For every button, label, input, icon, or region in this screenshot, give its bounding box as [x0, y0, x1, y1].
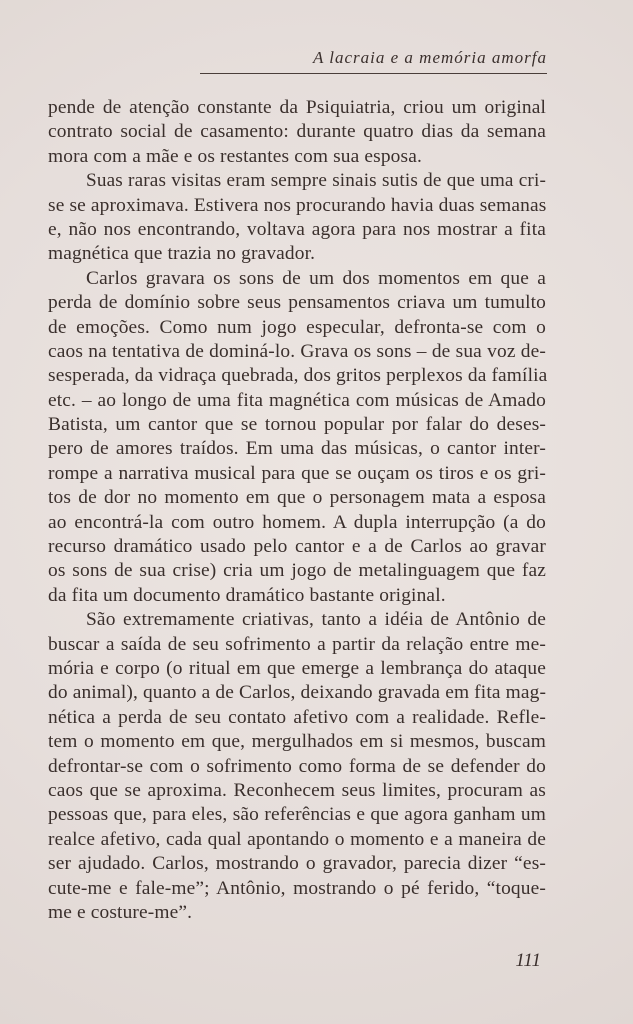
text-line: pero de amores traídos. Em uma das músicas, o cantor inter- [48, 438, 546, 460]
text-line: mora com a mãe e os restantes com sua esposa. [48, 145, 422, 167]
text-line: realce afetivo, cada qual apontando o momento e a maneira de [48, 828, 546, 850]
text-line: pende de atenção constante da Psiquiatria, criou um original [48, 97, 546, 118]
text-line: ao encontrá-la com outro homem. A dupla interrupção (a do [48, 511, 546, 533]
text-line: defrontar-se com o sofrimento como forma de se defender do [48, 755, 546, 777]
text-line: ser ajudado. Carlos, mostrando o gravador, parecia dizer “es- [48, 853, 546, 875]
text-line: e, não nos encontrando, voltava agora para nos mostrar a fita [48, 218, 546, 240]
text-line: Batista, um cantor que se tornou popular por falar do deses- [48, 414, 546, 436]
text-line: Carlos gravara os sons de um dos momentos em que a [86, 267, 546, 289]
header-rule [200, 73, 547, 74]
text-line: pessoas que, para eles, são referências e que agora ganham um [48, 804, 546, 826]
text-line: sesperada, da vidraça quebrada, dos gritos perplexos da família [48, 365, 548, 387]
text-line: mória e corpo (o ritual em que emerge a lembrança do ataque [48, 657, 546, 679]
text-line: da fita um documento dramático bastante original. [48, 584, 446, 606]
text-line: tem o momento em que, mergulhados em si mesmos, buscam [48, 731, 546, 753]
text-line: do animal), quanto a de Carlos, deixando gravada em fita mag- [48, 682, 547, 704]
text-line: buscar a saída de seu sofrimento a partir da relação entre me- [48, 633, 546, 655]
text-line: de emoções. Como num jogo especular, defronta-se com o [48, 316, 546, 338]
text-line: nética a perda de seu contato afetivo com a realidade. Refle- [48, 706, 546, 728]
page-number: 111 [515, 950, 541, 971]
running-head: A lacraia e a memória amorfa [312, 48, 547, 67]
text-line: caos na tentativa de dominá-lo. Grava os sons – de sua voz de- [48, 340, 546, 362]
text-line: perda de domínio sobre seus pensamentos criava um tumulto [48, 292, 546, 314]
body-text [48, 96, 546, 925]
text-line: etc. – ao longo de uma fita magnética com músicas de Amado [48, 389, 546, 411]
text-line: contrato social de casamento: durante quatro dias da semana [48, 121, 546, 143]
text-line: Suas raras visitas eram sempre sinais sutis de que uma cri- [86, 170, 546, 192]
text-line: se se aproximava. Estivera nos procurando havia duas semanas [48, 194, 547, 216]
text-line: rompe a narrativa musical para que se ouçam os tiros e os gri- [48, 462, 546, 484]
text-line: cute-me e fale-me”; Antônio, mostrando o pé ferido, “toque- [48, 877, 546, 899]
text-line: caos que se aproxima. Reconhecem seus limites, procuram as [48, 779, 546, 801]
text-line: me e costure-me”. [48, 901, 193, 923]
text-line: recurso dramático usado pelo cantor e a de Carlos ao gravar [48, 536, 546, 558]
text-line: magnética que trazia no gravador. [48, 243, 316, 265]
text-line: os sons de sua crise) cria um jogo de metalinguagem que faz [48, 560, 546, 582]
text-line: São extremamente criativas, tanto a idéia de Antônio de [86, 609, 546, 631]
text-line: tos de dor no momento em que o personagem mata a esposa [48, 487, 546, 509]
